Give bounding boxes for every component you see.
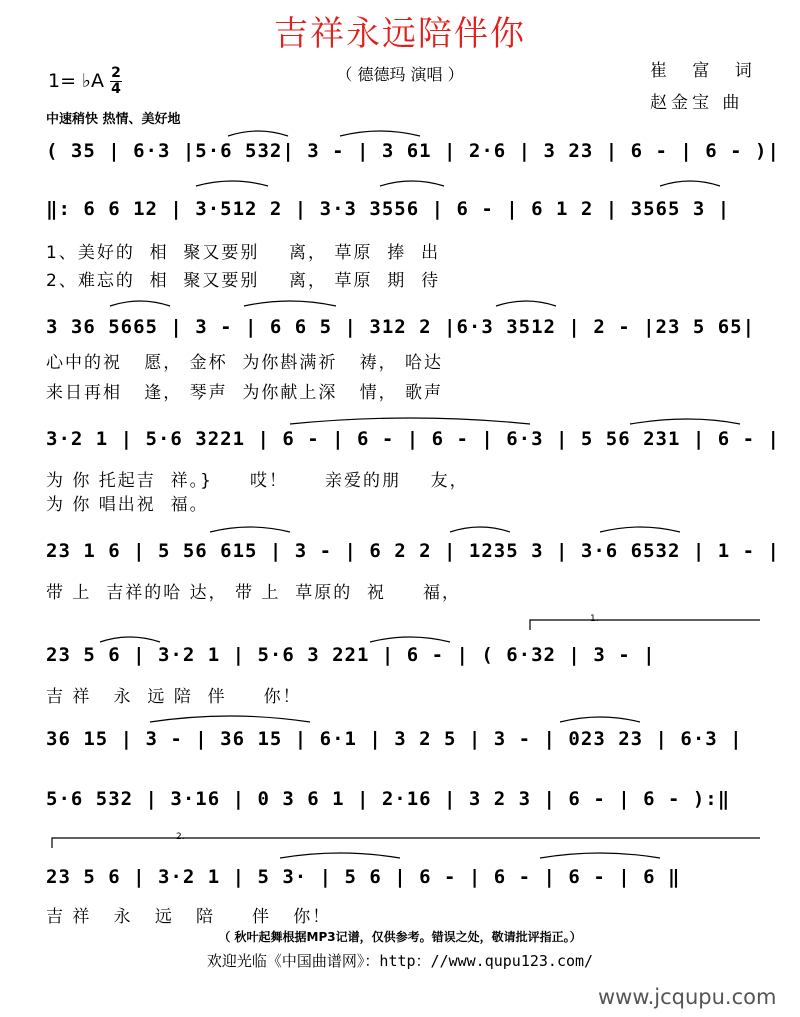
lyric-line-4b: 为 你 唱出祝 福。 (46, 495, 209, 515)
slur (630, 419, 740, 424)
slur (244, 301, 336, 306)
slur (196, 181, 268, 186)
lyric-line-6: 吉 祥 永 远 陪 伴 你！ (46, 687, 302, 707)
composer-credit: 赵金宝 曲 (650, 93, 744, 113)
notation-line-3: 3 36 5665 | 3 - | 6 6 5 | 312 2 |6·3 3512 | 2 - |23 5 65| (46, 316, 756, 338)
notation-line-6: 23 5 6 | 3·2 1 | 5·6 3 221 | 6 - | ( 6·32 | 3 - | (46, 644, 656, 666)
slur (370, 637, 450, 642)
notation-line-2: ‖: 6 6 12 | 3·512 2 | 3·3 3556 | 6 - | 6 1 2 | 3565 3 | (46, 198, 731, 220)
volta-2-label: 2. (176, 832, 185, 842)
slur (540, 853, 660, 858)
notation-line-8: 5·6 532 | 3·16 | 0 3 6 1 | 2·16 | 3 2 3 | 6 - | 6 - ):‖ (46, 788, 731, 810)
site-welcome-line: 欢迎光临《中国曲谱网》：http：//www.qupu123.com/ (206, 952, 594, 970)
slur (280, 853, 400, 858)
notation-line-9: 23 5 6 | 3·2 1 | 5 3· | 5 6 | 6 - | 6 - | 6 - | 6 ‖ (46, 866, 681, 888)
slur (100, 637, 160, 642)
slur (660, 181, 720, 186)
lyric-line-5: 带 上 吉祥的哈 达， 带 上 草原的 祝 福， (46, 583, 462, 603)
time-denominator: 4 (111, 81, 121, 97)
lyric-line-4a: 为 你 托起吉 祥。} 哎！ 亲爱的朋 友， (46, 471, 469, 491)
slur (496, 301, 556, 306)
slur (600, 527, 680, 532)
slur (450, 527, 510, 532)
lyric-line-2a: 1、美好的 相 聚又要别 离， 草原 捧 出 (46, 243, 441, 263)
slur (340, 131, 420, 136)
volta-1-label: 1. (590, 614, 599, 624)
slur (150, 716, 310, 722)
watermark: www.jcqupu.com (598, 985, 777, 1009)
lyric-line-3a: 心中的祝 愿， 金杯 为你斟满祈 祷， 哈达 (46, 353, 444, 373)
notation-line-5: 23 1 6 | 5 56 615 | 3 - | 6 2 2 | 1235 3 | 3·6 6532 | 1 - | (46, 540, 780, 562)
notation-line-7: 36 15 | 3 - | 36 15 | 6·1 | 3 2 5 | 3 - | 023 23 | 6·3 | (46, 728, 743, 750)
slur (380, 181, 444, 186)
slur (110, 301, 170, 306)
lyricist-credit: 崔 富 词 (650, 61, 762, 81)
lyric-line-2b: 2、难忘的 相 聚又要别 离， 草原 期 待 (46, 271, 441, 291)
lyric-line-9: 吉 祥 永 远 陪 伴 你！ (46, 907, 332, 927)
score-title: 吉祥永远陪伴你 (274, 14, 526, 54)
slur (228, 131, 288, 136)
slur (210, 527, 290, 532)
notation-line-4: 3·2 1 | 5·6 3221 | 6 - | 6 - | 6 - | 6·3 | 5 56 231 | 6 - | (46, 428, 780, 450)
notation-line-1: ( 35 | 6·3 |5·6 532| 3 - | 3 61 | 2·6 | 3 23 | 6 - | 6 - )| (46, 140, 780, 162)
key-signature: 1= ♭A (48, 70, 105, 92)
time-numerator: 2 (111, 65, 121, 81)
tempo-marking: 中速稍快 热情、美好地 (46, 112, 181, 127)
lyric-line-3b: 来日再相 逢， 琴声 为你献上深 情， 歌声 (46, 383, 444, 403)
slur (290, 418, 530, 424)
volta-1 (530, 620, 760, 630)
slur (560, 717, 640, 722)
performer-line: （ 德德玛 演唱 ） (336, 65, 464, 84)
transcription-note: （ 秋叶起舞根据MP3记谱，仅供参考。错误之处，敬请批评指正。） (218, 930, 582, 944)
volta-2 (52, 838, 760, 848)
